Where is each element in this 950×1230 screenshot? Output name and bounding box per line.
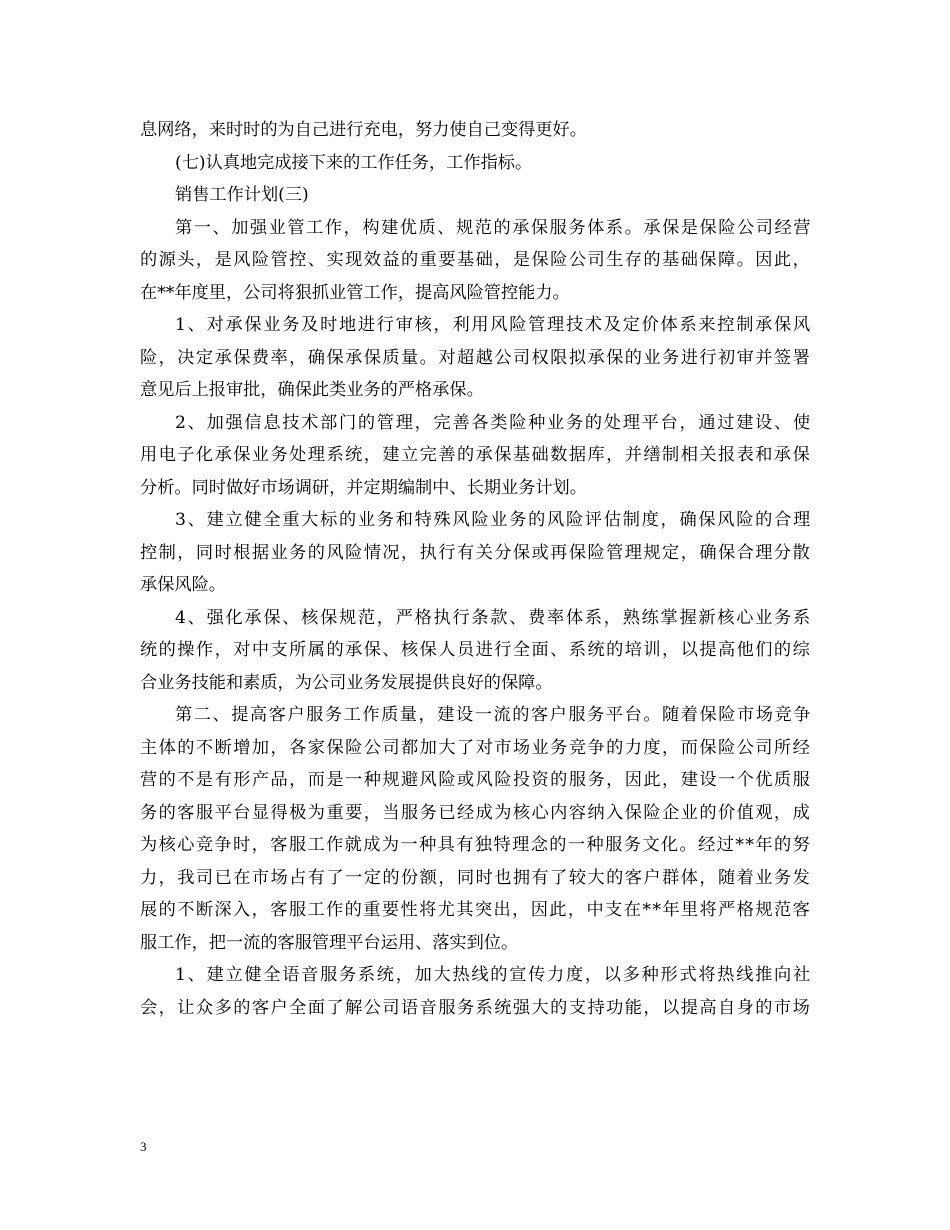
paragraph-first-line: 1、对承保业务及时地进行审核，利用风险管理技术及定价体系来控制承保风: [175, 315, 812, 335]
paragraph-first-line: (七)认真地完成接下来的工作任务，工作指标。: [175, 152, 533, 173]
paragraph-line: 意见后上报审批，确保此类业务的严格承保。: [140, 380, 484, 400]
paragraph-line: 在**年度里，公司将狠抓业管工作，提高风险管控能力。: [140, 282, 570, 303]
paragraph-line: 合业务技能和素质，为公司业务发展提供良好的保障。: [140, 672, 553, 693]
paragraph-line: 用电子化承保业务处理系统，建立完善的承保基础数据库，并缮制相关报表和承保: [140, 445, 812, 465]
paragraph-line: 会，让众多的客户全面了解公司语音服务系统强大的支持功能，以提高自身的市场: [140, 997, 812, 1018]
paragraph-line: 力，我司已在市场占有了一定的份额，同时也拥有了较大的客户群体，随着业务发: [140, 867, 812, 888]
paragraph-first-line: 3、建立健全重大标的业务和特殊风险业务的风险评估制度，确保风险的合理: [175, 510, 812, 530]
paragraph-line: 分析。同时做好市场调研，并定期编制中、长期业务计划。: [140, 477, 587, 498]
paragraph-first-line: 销售工作计划(三): [175, 185, 309, 205]
paragraph-line: 承保风险。: [140, 575, 226, 595]
paragraph-line: 险，决定承保费率，确保承保质量。对超越公司权限拟承保的业务进行初审并签署: [140, 347, 812, 368]
paragraph-first-line: 第二、提高客户服务工作质量，建设一流的客户服务平台。随着保险市场竞争: [175, 705, 812, 725]
paragraph-line: 主体的不断增加，各家保险公司都加大了对市场业务竞争的力度，而保险公司所经: [140, 737, 812, 758]
paragraph-line: 统的操作，对中支所属的承保、核保人员进行全面、系统的培训，以提高他们的综: [140, 640, 812, 660]
paragraph-first-line: 2、加强信息技术部门的管理，完善各类险种业务的处理平台，通过建设、使: [175, 412, 812, 433]
page-number: 3: [140, 1139, 147, 1154]
paragraph-line: 展的不断深入，客服工作的重要性将尤其突出，因此，中支在**年里将严格规范客: [140, 900, 812, 920]
paragraph-line: 务的客服平台显得极为重要，当服务已经成为核心内容纳入保险企业的价值观，成: [140, 802, 812, 823]
paragraph-line: 营的不是有形产品，而是一种规避风险或风险投资的服务，因此，建设一个优质服: [140, 770, 812, 790]
paragraph-first-line: 第一、加强业管工作，构建优质、规范的承保服务体系。承保是保险公司经营: [175, 217, 812, 238]
paragraph-line: 服工作，把一流的客服管理平台运用、落实到位。: [140, 932, 519, 953]
paragraph-first-line: 4、强化承保、核保规范，严格执行条款、费率体系，熟练掌握新核心业务系: [175, 607, 812, 628]
paragraph-line: 控制，同时根据业务的风险情况，执行有关分保或再保险管理规定，确保合理分散: [140, 542, 812, 563]
paragraph-line: 的源头，是风险管控、实现效益的重要基础，是保险公司生存的基础保障。因此，: [140, 250, 812, 270]
paragraph-first-line: 1、建立健全语音服务系统，加大热线的宣传力度，以多种形式将热线推向社: [175, 965, 812, 985]
paragraph-line: 息网络，来时时的为自己进行充电，努力使自己变得更好。: [140, 120, 587, 140]
paragraph-line: 为核心竞争时，客服工作就成为一种具有独特理念的一种服务文化。经过**年的努: [140, 835, 812, 855]
